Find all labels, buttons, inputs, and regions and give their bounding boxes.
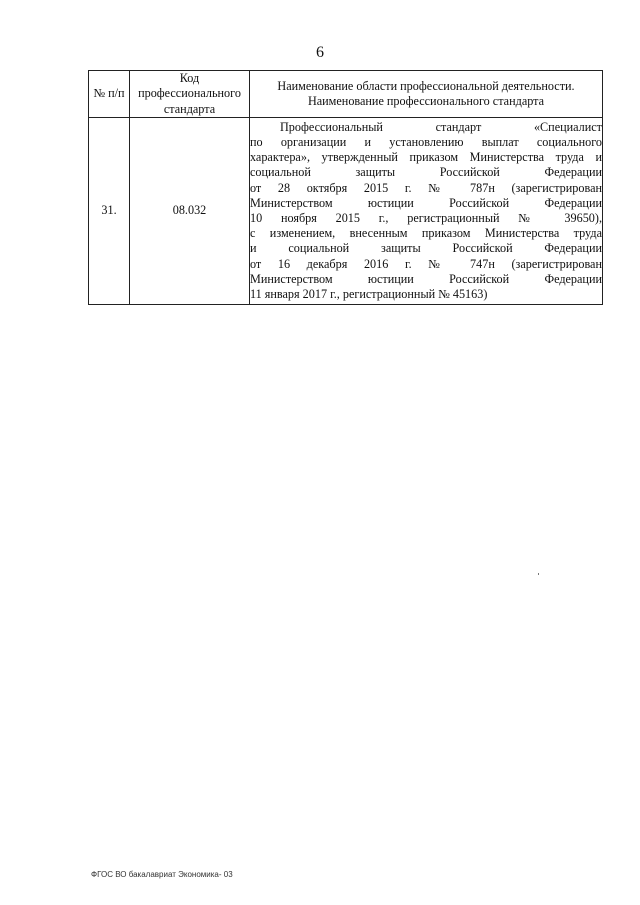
description-line: от 16 декабря 2016 г. № 747н (зарегистрирован xyxy=(250,256,602,271)
description-line: Министерством юстиции Российской Федерации xyxy=(250,195,602,210)
page-number: 6 xyxy=(316,44,324,61)
scan-mark xyxy=(538,573,539,575)
header-code: Код профессионального стандарта xyxy=(130,71,250,118)
description-line: 11 января 2017 г., регистрационный № 45163) xyxy=(250,287,488,302)
header-name-line-1: Наименование области профессиональной деятельности. xyxy=(277,78,575,93)
header-name-line-2: Наименование профессионального стандарта xyxy=(307,94,545,108)
table-row xyxy=(89,118,603,305)
table-header-row xyxy=(89,71,603,118)
header-number: № п/п xyxy=(89,71,130,118)
row-number: 31. xyxy=(89,118,130,305)
description-line: с изменением, внесенным приказом Министерства труда xyxy=(250,226,602,241)
description-line: Профессиональный стандарт «Специалист xyxy=(280,119,602,134)
description-line: Министерством юстиции Российской Федерации xyxy=(250,271,602,286)
row-code: 08.032 xyxy=(130,118,250,305)
description-line: 10 ноября 2015 г., регистрационный № 39650), xyxy=(250,211,602,225)
description-line: и социальной защиты Российской Федерации xyxy=(250,241,602,256)
row-standard-description xyxy=(250,118,603,305)
description-line: характера», утвержденный приказом Министерства труда и xyxy=(250,150,602,165)
professional-standards-table xyxy=(88,70,603,305)
description-line: по организации и установлению выплат социального xyxy=(250,134,602,149)
header-name xyxy=(250,71,603,118)
description-line: от 28 октября 2015 г. № 787н (зарегистрирован xyxy=(250,180,602,195)
document-footer: ФГОС ВО бакалавриат Экономика- 03 xyxy=(91,870,233,879)
description-line: социальной защиты Российской Федерации xyxy=(250,165,602,180)
